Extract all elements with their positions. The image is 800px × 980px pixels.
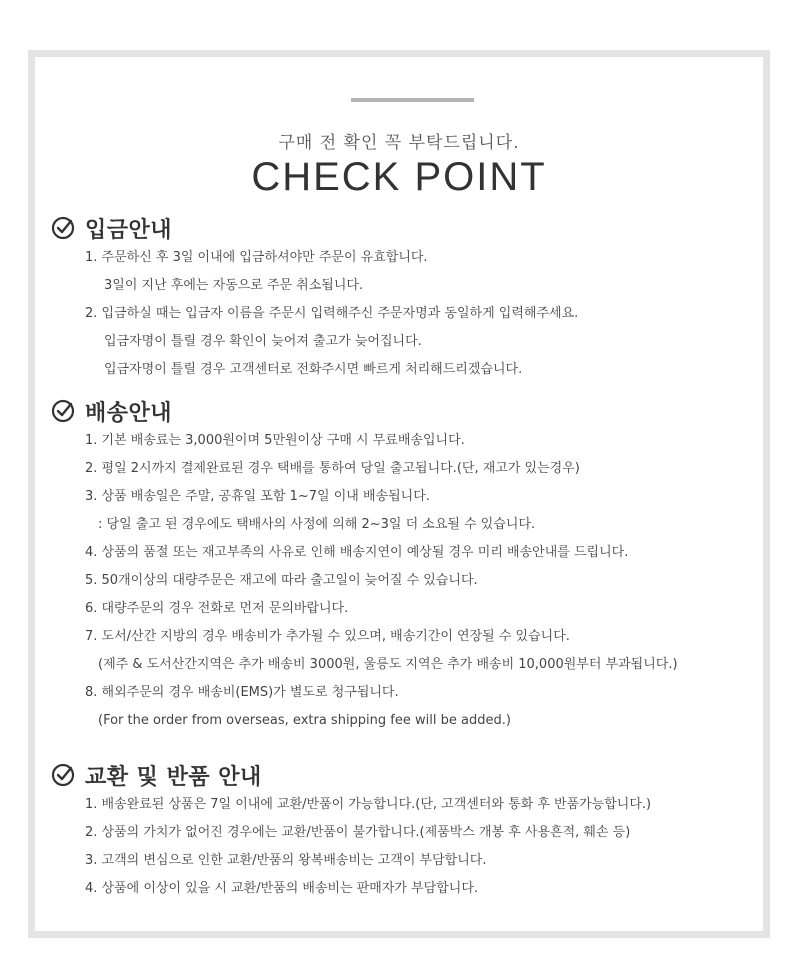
list-item: (For the order from overseas, extra shipping fee will be added.) — [98, 713, 511, 728]
list-item: 2. 입금하실 때는 입금자 이름을 주문시 입력해주신 주문자명과 동일하게 입력해주세요. — [85, 306, 579, 321]
list-item: 7. 도서/산간 지방의 경우 배송비가 추가될 수 있으며, 배송기간이 연장될 수 있습니다. — [85, 629, 570, 644]
list-item: : 당일 출고 된 경우에도 택배사의 사정에 의해 2~3일 더 소요될 수 있습니다. — [98, 517, 536, 532]
list-item: 1. 기본 배송료는 3,000원이며 5만원이상 구매 시 무료배송입니다. — [85, 433, 465, 448]
check-circle-icon — [51, 398, 77, 424]
list-item: 5. 50개이상의 대량주문은 재고에 따라 출고일이 늦어질 수 있습니다. — [85, 573, 478, 588]
check-circle-icon — [51, 762, 77, 788]
section-title: 입금안내 — [85, 217, 173, 243]
section-deposit — [51, 212, 578, 384]
section-title: 교환 및 반품 안내 — [85, 764, 262, 790]
list-item: 입금자명이 틀릴 경우 고객센터로 전화주시면 빠르게 처리해드리겠습니다. — [104, 362, 523, 377]
list-item: 4. 상품에 이상이 있을 시 교환/반품의 배송비는 판매자가 부담합니다. — [85, 881, 479, 896]
shipping-list — [51, 427, 678, 735]
section-header — [51, 395, 678, 427]
list-item: 2. 상품의 가치가 없어진 경우에는 교환/반품이 불가합니다.(제품박스 개봉 후 사용흔적, 훼손 등) — [85, 825, 631, 840]
page-title: CHECK POINT — [251, 155, 547, 199]
section-title: 배송안내 — [85, 400, 173, 426]
section-exchange-return — [51, 759, 651, 903]
deposit-list — [51, 244, 578, 384]
checkpoint-panel — [28, 50, 770, 938]
list-item: (제주 & 도서산간지역은 추가 배송비 3000원, 울릉도 지역은 추가 배송비 10,000원부터 부과됩니다.) — [98, 657, 678, 672]
list-item: 8. 해외주문의 경우 배송비(EMS)가 별도로 청구됩니다. — [85, 685, 399, 700]
check-circle-icon — [51, 215, 77, 241]
list-item: 3. 고객의 변심으로 인한 교환/반품의 왕복배송비는 고객이 부담합니다. — [85, 853, 487, 868]
list-item: 2. 평일 2시까지 결제완료된 경우 택배를 통하여 당일 출고됩니다.(단, 재고가 있는경우) — [85, 461, 580, 476]
exchange-list — [51, 791, 651, 903]
list-item: 3. 상품 배송일은 주말, 공휴일 포함 1~7일 이내 배송됩니다. — [85, 489, 430, 504]
list-item: 4. 상품의 품절 또는 재고부족의 사유로 인해 배송지연이 예상될 경우 미리 배송안내를 드립니다. — [85, 545, 629, 560]
list-item: 3일이 지난 후에는 자동으로 주문 취소됩니다. — [104, 278, 364, 293]
section-header — [51, 212, 578, 244]
list-item: 입금자명이 틀릴 경우 확인이 늦어져 출고가 늦어집니다. — [104, 334, 422, 349]
list-item: 1. 주문하신 후 3일 이내에 입금하셔야만 주문이 유효합니다. — [85, 250, 428, 265]
list-item: 6. 대량주문의 경우 전화로 먼저 문의바랍니다. — [85, 601, 349, 616]
top-divider — [351, 98, 474, 102]
section-shipping — [51, 395, 678, 735]
list-item: 1. 배송완료된 상품은 7일 이내에 교환/반품이 가능합니다.(단, 고객센터와 통화 후 반품가능합니다.) — [85, 797, 652, 812]
page-subtitle: 구매 전 확인 꼭 부탁드립니다. — [278, 133, 520, 153]
section-header — [51, 759, 651, 791]
